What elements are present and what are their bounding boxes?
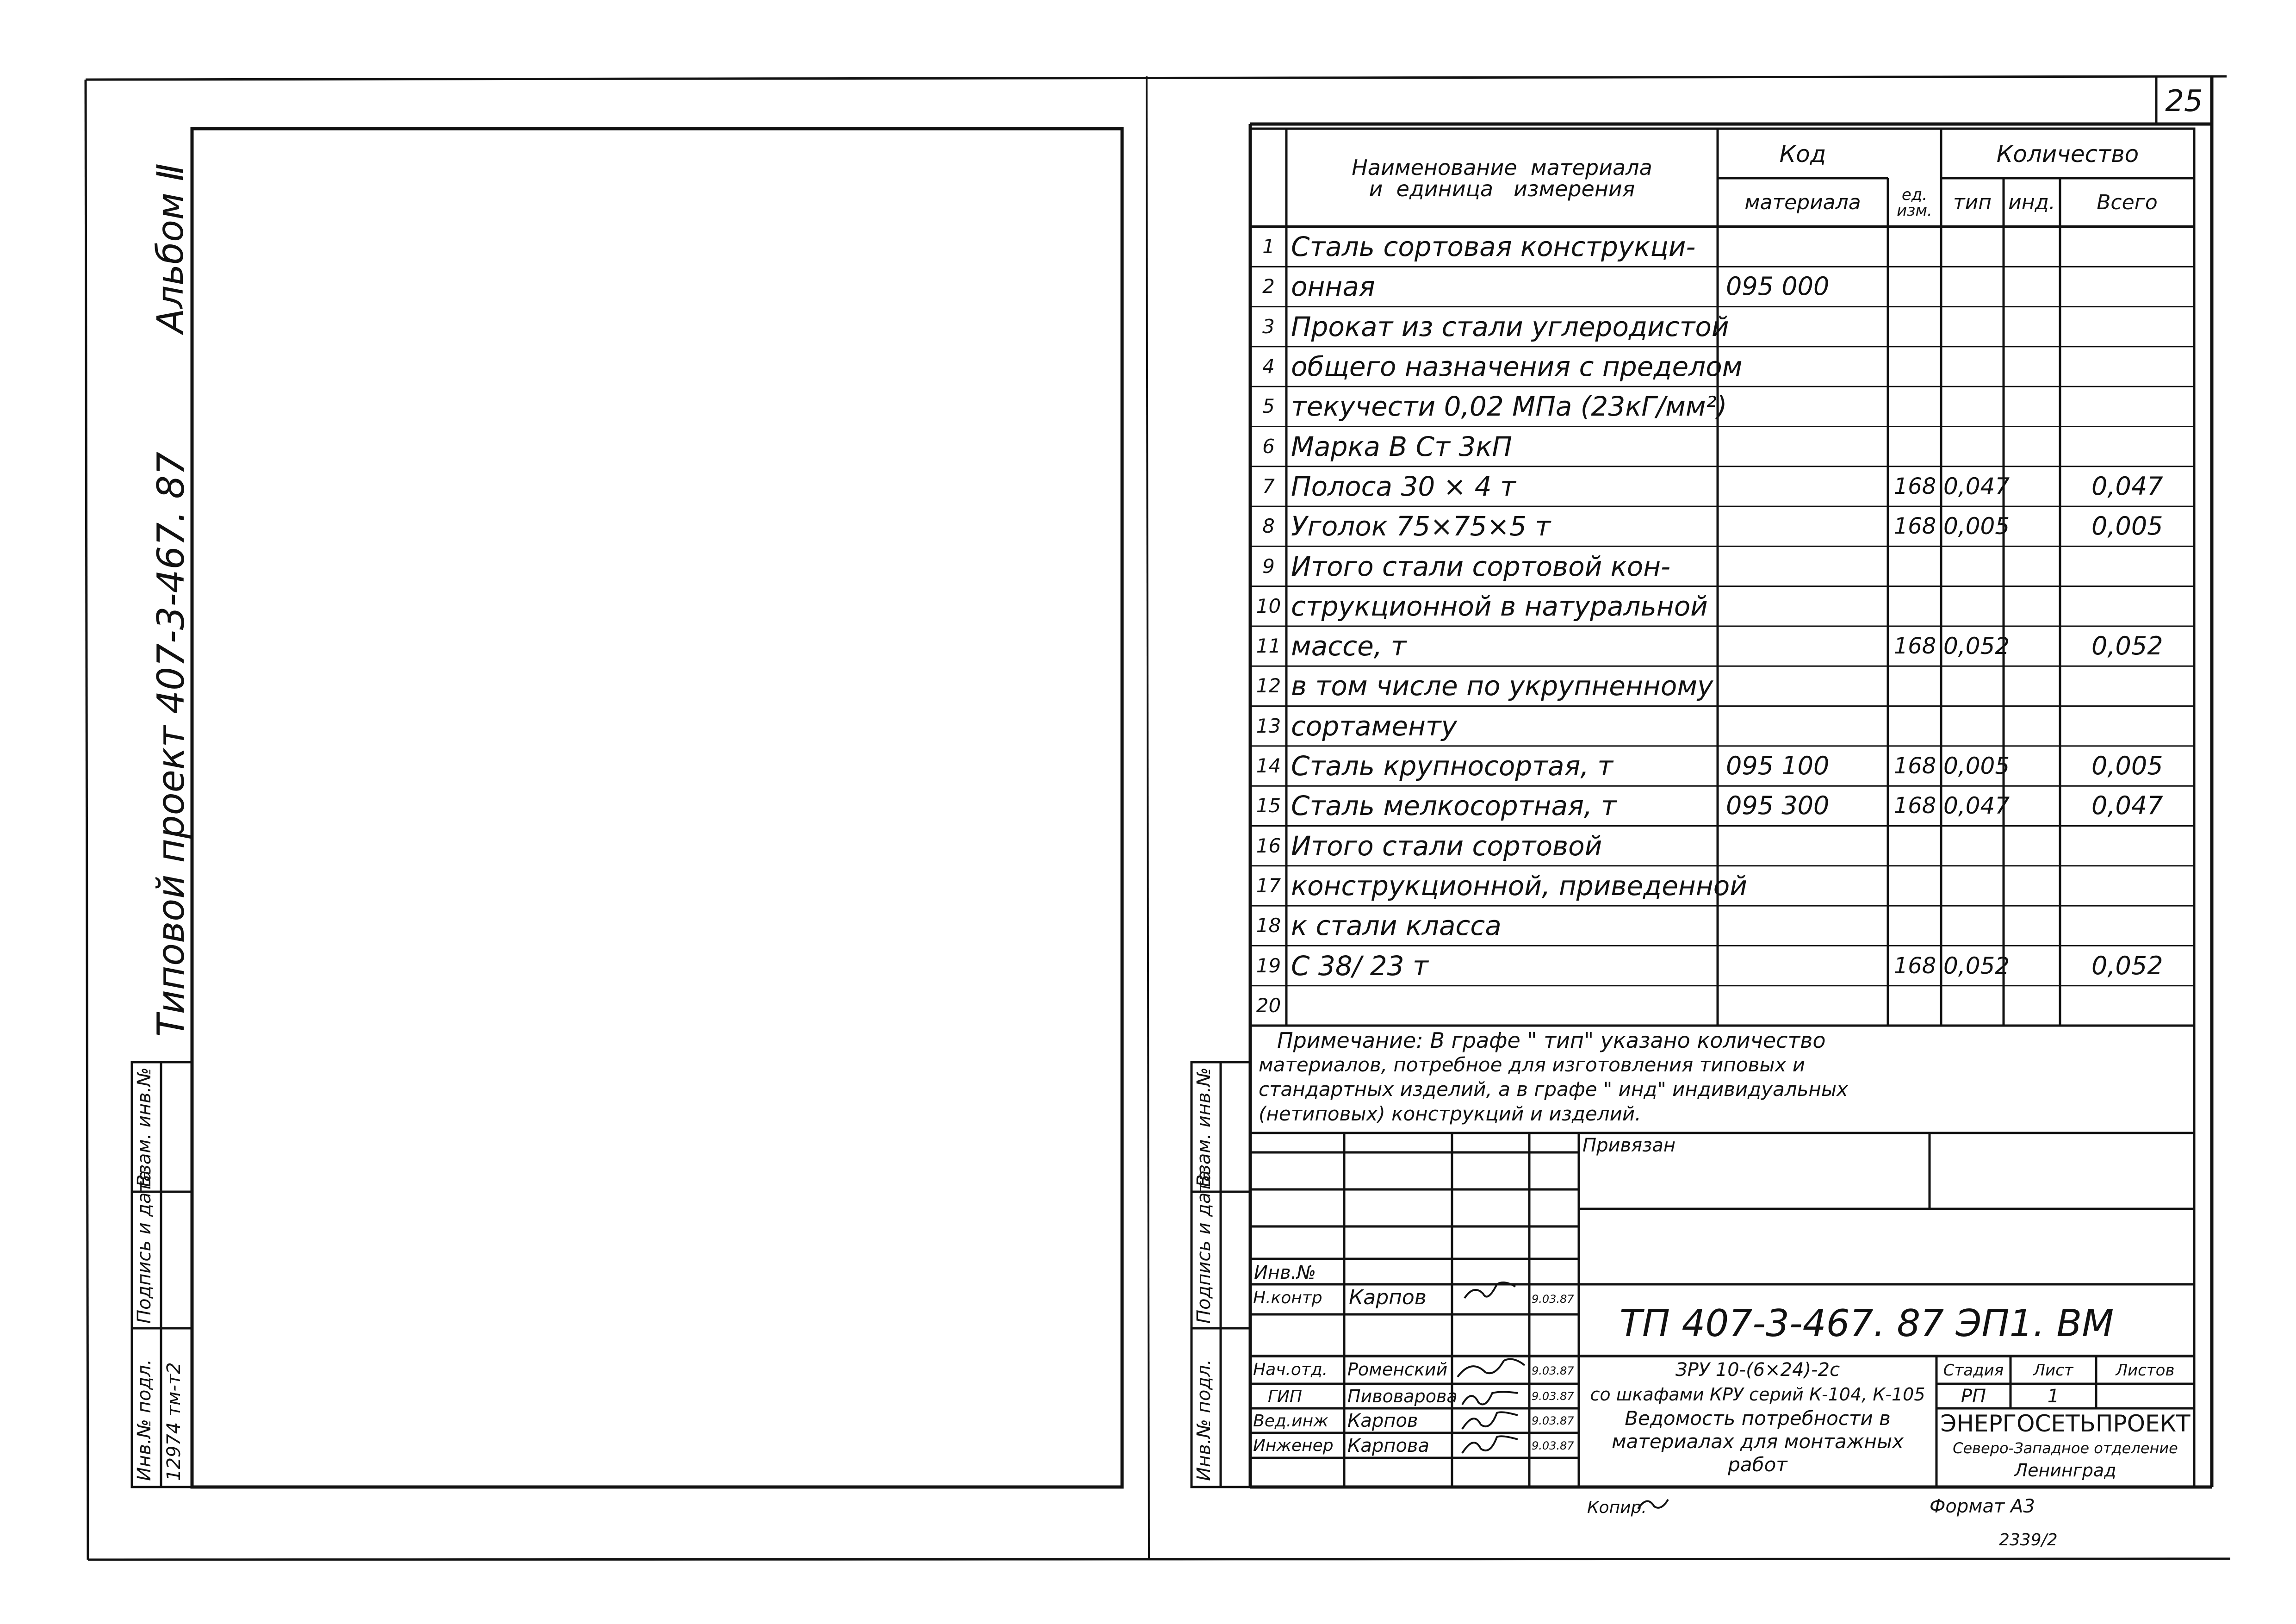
cell-total [2091, 308, 2194, 346]
cell-n: 18 [1256, 914, 1281, 937]
staff-role-ved: Вед.инж [1253, 1412, 1328, 1431]
cell-total: 0,047 [2091, 471, 2163, 501]
cell-ind [2006, 428, 2060, 466]
cell-type: 0,047 [1943, 473, 2010, 500]
cell-n: 3 [1262, 315, 1275, 338]
header-name: Наименование материала и единица измерения [1352, 155, 1652, 201]
cell-code [1726, 587, 1883, 625]
staff-name-kontr: Карпов [1349, 1286, 1427, 1309]
page-number: 25 [2165, 84, 2203, 118]
cell-unit: 168 [1893, 633, 1936, 660]
cell-ind [2006, 627, 2060, 665]
cell-type: 0,005 [1943, 753, 2010, 780]
cell-ind [2006, 507, 2060, 545]
right-stamp-inv-label: Инв.№ подл. [1193, 1359, 1215, 1481]
header-code-material: материала [1744, 190, 1861, 214]
project-label: Типовой проект 407-3-467. 87 [149, 452, 192, 1037]
cell-code [1726, 507, 1883, 545]
cell-type [1943, 268, 2004, 305]
archive-number: 2339/2 [1999, 1531, 2058, 1549]
cell-name [1291, 987, 1717, 1025]
cell-code: 095 000 [1726, 272, 1830, 301]
sheet-value: 1 [2047, 1385, 2060, 1407]
cell-type [1943, 387, 2004, 425]
cell-name: Марка В Ст 3кП [1291, 430, 1512, 462]
cell-ind [2006, 348, 2060, 386]
cell-ind [2006, 827, 2060, 865]
cell-ind [2006, 467, 2060, 505]
cell-name: С 38/ 23 т [1291, 950, 1428, 982]
cell-type [1943, 547, 2004, 585]
cell-n: 7 [1262, 474, 1275, 498]
cell-type [1943, 987, 2004, 1025]
staff-name-nach: Роменский [1347, 1359, 1448, 1380]
cell-name: Сталь мелкосортная, т [1291, 790, 1617, 822]
cell-n: 11 [1256, 635, 1281, 658]
sheets-label: Листов [2116, 1361, 2175, 1380]
cell-unit [1889, 907, 1941, 945]
cell-ind [2006, 907, 2060, 945]
cell-n: 2 [1262, 275, 1275, 298]
cell-type [1943, 587, 2004, 625]
cell-n: 16 [1256, 834, 1281, 857]
cell-total [2091, 827, 2194, 865]
cell-n: 6 [1262, 435, 1275, 458]
cell-unit [1889, 428, 1941, 466]
cell-total: 0,005 [2091, 751, 2163, 781]
cell-unit [1889, 587, 1941, 625]
cell-n: 5 [1262, 395, 1275, 418]
staff-date-gip: 9.03.87 [1532, 1390, 1574, 1403]
header-qty-ind: инд. [2008, 190, 2055, 214]
cell-ind [2006, 587, 2060, 625]
cell-type [1943, 707, 2004, 745]
cell-code [1726, 348, 1883, 386]
header-code-unit: ед. изм. [1897, 185, 1932, 220]
note-line-3: стандартных изделий, а в графе " инд" индивидуальных [1259, 1078, 1848, 1101]
cell-n: 1 [1262, 235, 1275, 258]
cell-name: массе, т [1291, 630, 1407, 662]
cell-total [2091, 907, 2194, 945]
cell-name: струкционной в натуральной [1291, 590, 1708, 622]
staff-name-eng: Карпова [1347, 1435, 1430, 1456]
cell-total [2091, 867, 2194, 905]
cell-unit [1889, 867, 1941, 905]
cell-name: текучести 0,02 МПа (23кГ/мм²) [1291, 391, 1727, 423]
privyazan-label: Привязан [1582, 1135, 1676, 1156]
cell-code [1726, 547, 1883, 585]
cell-name: онная [1291, 271, 1375, 303]
desc-line-4: материалах для монтажных [1611, 1430, 1904, 1453]
cell-total [2091, 387, 2194, 425]
cell-total [2091, 428, 2194, 466]
cell-ind [2006, 667, 2060, 705]
cell-name: Уголок 75×75×5 т [1291, 510, 1551, 542]
document-designation: ТП 407-3-467. 87 ЭП1. ВМ [1620, 1302, 2114, 1345]
staff-name-gip: Пивоварова [1347, 1386, 1458, 1406]
side-stamp-vzam-label: Взам. инв.№ [134, 1067, 155, 1187]
desc-line-2: со шкафами КРУ серий К-104, К-105 [1590, 1384, 1925, 1405]
cell-total: 0,052 [2091, 631, 2163, 661]
cell-type: 0,052 [1943, 633, 2010, 660]
stage-value: РП [1961, 1385, 1986, 1407]
cell-code: 095 300 [1726, 791, 1830, 821]
cell-ind [2006, 946, 2060, 984]
cell-n: 8 [1262, 515, 1275, 538]
staff-role-nach: Нач.отд. [1253, 1360, 1328, 1379]
cell-type [1943, 907, 2004, 945]
cell-total: 0,005 [2091, 511, 2163, 541]
cell-code [1726, 707, 1883, 745]
cell-type [1943, 667, 2004, 705]
desc-line-1: ЗРУ 10-(6×24)-2с [1675, 1359, 1840, 1381]
cell-unit: 168 [1893, 513, 1936, 540]
cell-name: Итого стали сортовой [1291, 830, 1602, 862]
cell-code [1726, 627, 1883, 665]
format-label: Формат А3 [1930, 1496, 2035, 1517]
cell-unit [1889, 547, 1941, 585]
cell-n: 15 [1256, 794, 1281, 817]
desc-line-3: Ведомость потребности в [1625, 1407, 1891, 1430]
cell-unit [1889, 667, 1941, 705]
cell-code [1726, 987, 1883, 1025]
cell-code [1726, 428, 1883, 466]
cell-n: 4 [1262, 355, 1275, 378]
cell-name: к стали класса [1291, 910, 1502, 942]
cell-type [1943, 428, 2004, 466]
cell-code [1726, 308, 1883, 346]
cell-code [1726, 387, 1883, 425]
cell-ind [2006, 747, 2060, 785]
cell-total [2091, 987, 2194, 1025]
cell-total [2091, 547, 2194, 585]
copied-label: Копир. [1587, 1498, 1647, 1517]
cell-code [1726, 827, 1883, 865]
cell-code [1726, 667, 1883, 705]
staff-role-eng: Инженер [1253, 1436, 1334, 1455]
cell-name: Полоса 30 × 4 т [1291, 470, 1516, 502]
note-line-1: Примечание: В графе " тип" указано количество [1277, 1028, 1826, 1053]
right-stamp-sign-label: Подпись и дата [1193, 1170, 1215, 1324]
cell-name: Сталь сортовая конструкци- [1291, 231, 1696, 263]
cell-code [1726, 907, 1883, 945]
cell-name: сортаменту [1291, 710, 1457, 742]
cell-n: 14 [1256, 754, 1281, 778]
header-qty-total: Всего [2097, 190, 2158, 214]
organization-city: Ленинград [2014, 1460, 2116, 1481]
header-code: Код [1779, 140, 1826, 168]
inv-no-label: Инв.№ [1254, 1262, 1316, 1283]
cell-ind [2006, 387, 2060, 425]
cell-unit [1889, 228, 1941, 266]
cell-total [2091, 667, 2194, 705]
cell-unit [1889, 987, 1941, 1025]
sheets-value [2096, 1384, 2194, 1408]
header-qty: Количество [1996, 140, 2139, 168]
cell-name: общего назначения с пределом [1291, 351, 1743, 383]
cell-type [1943, 827, 2004, 865]
sheet-label: Лист [2033, 1361, 2073, 1380]
note-line-2: материалов, потребное для изготовления типовых и [1259, 1053, 1805, 1076]
signature-ved [1462, 1412, 1518, 1429]
cell-type [1943, 348, 2004, 386]
cell-unit [1889, 348, 1941, 386]
cell-name: Прокат из стали углеродистой [1291, 311, 1729, 342]
cell-unit [1889, 268, 1941, 305]
cell-unit: 168 [1893, 753, 1936, 779]
cell-code [1726, 867, 1883, 905]
cell-unit [1889, 707, 1941, 745]
cell-type [1943, 228, 2004, 266]
cell-n: 17 [1256, 874, 1281, 897]
signature-gip [1462, 1392, 1518, 1405]
cell-code [1726, 228, 1883, 266]
cell-n: 13 [1256, 714, 1281, 737]
note-line-4: (нетиповых) конструкций и изделий. [1259, 1102, 1641, 1125]
cell-n: 12 [1256, 674, 1281, 697]
cell-n: 10 [1256, 594, 1281, 617]
cell-n: 9 [1262, 554, 1275, 578]
cell-total [2091, 228, 2194, 266]
cell-name: в том числе по укрупненному [1291, 670, 1713, 702]
cell-total [2091, 707, 2194, 745]
cell-unit: 168 [1893, 952, 1936, 979]
cell-code: 095 100 [1726, 751, 1830, 781]
cell-ind [2006, 308, 2060, 346]
cell-type [1943, 867, 2004, 905]
cell-unit [1889, 827, 1941, 865]
cell-type: 0,047 [1943, 792, 2010, 820]
cell-unit: 168 [1893, 793, 1936, 819]
cell-name: Итого стали сортовой кон- [1291, 550, 1671, 582]
cell-n: 19 [1256, 954, 1281, 977]
cell-unit [1889, 308, 1941, 346]
cell-code [1726, 467, 1883, 505]
cell-name: конструкционной, приведенной [1291, 870, 1747, 902]
staff-role-kontr: Н.контр [1253, 1288, 1322, 1307]
cell-type: 0,052 [1943, 952, 2010, 979]
cell-total [2091, 587, 2194, 625]
header-qty-type: тип [1953, 190, 1992, 214]
signature-eng [1462, 1436, 1518, 1453]
staff-role-gip: ГИП [1268, 1387, 1303, 1406]
side-stamp-inv-label: Инв.№ подл. [134, 1359, 155, 1481]
cell-code [1726, 946, 1883, 984]
cell-total: 0,052 [2091, 951, 2163, 980]
cell-ind [2006, 707, 2060, 745]
cell-ind [2006, 987, 2060, 1025]
cell-total [2091, 348, 2194, 386]
cell-total: 0,047 [2091, 791, 2163, 821]
signature-nach [1458, 1359, 1525, 1377]
staff-date-kontr: 9.03.87 [1532, 1293, 1574, 1306]
cell-ind [2006, 547, 2060, 585]
staff-date-nach: 9.03.87 [1532, 1364, 1574, 1377]
staff-date-eng: 9.03.87 [1532, 1439, 1574, 1452]
organization-branch: Северо-Западное отделение [1953, 1439, 2178, 1457]
side-stamp-sign-label: Подпись и дата [134, 1170, 155, 1324]
cell-ind [2006, 268, 2060, 305]
cell-name: Сталь крупносортая, т [1291, 750, 1613, 782]
cell-unit: 168 [1893, 473, 1936, 499]
album-label: Альбом Ⅱ [150, 163, 192, 333]
cell-type: 0,005 [1943, 513, 2010, 540]
cell-unit [1889, 387, 1941, 425]
cell-n: 20 [1256, 994, 1281, 1017]
cell-ind [2006, 787, 2060, 825]
stage-label: Стадия [1943, 1361, 2004, 1380]
cell-ind [2006, 867, 2060, 905]
desc-line-5: работ [1728, 1453, 1787, 1476]
cell-type [1943, 308, 2004, 346]
side-stamp-inv-value: 12974 тм-т2 [163, 1362, 185, 1481]
cell-total [2091, 268, 2194, 305]
organization-name: ЭНЕРГОСЕТЬПРОЕКТ [1940, 1410, 2191, 1437]
staff-name-ved: Карпов [1347, 1410, 1418, 1431]
right-stamp-vzam-label: Взам. инв.№ [1193, 1067, 1215, 1187]
staff-date-ved: 9.03.87 [1532, 1414, 1574, 1427]
cell-ind [2006, 228, 2060, 266]
